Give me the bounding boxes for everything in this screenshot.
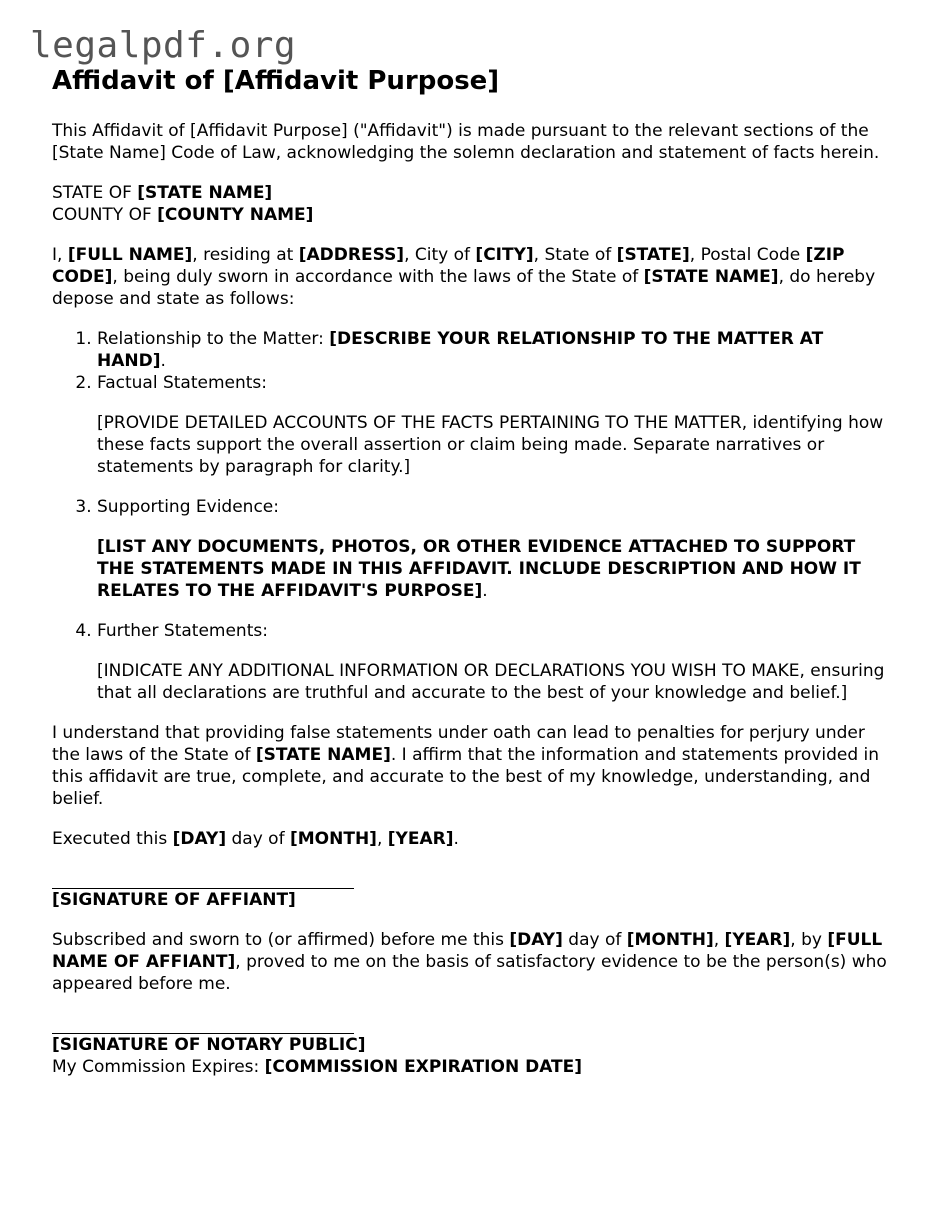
notary-paragraph: Subscribed and sworn to (or affirmed) before me this [DAY] day of [MONTH], [YEAR], by [FULL NAME OF AFFIANT], proved to me on the basis of satisfactory evidence to be the person(s) who appeared before me. — [52, 930, 887, 994]
state-name-field: [STATE NAME] — [137, 183, 273, 203]
supporting-evidence-body: [LIST ANY DOCUMENTS, PHOTOS, OR OTHER EVIDENCE ATTACHED TO SUPPORT THE STATEMENTS MADE IN THIS AFFIDAVIT. INCLUDE DESCRIPTION AND HOW IT RELATES TO THE AFFIDAVIT'S PURPOSE]. — [97, 537, 861, 601]
venue-block — [52, 182, 892, 226]
intro-paragraph: This Affidavit of [Affidavit Purpose] ("Affidavit") is made pursuant to the relevant sections of the [State Name] Code of Law, acknowledging the solemn declaration and statement of facts herein. — [52, 121, 880, 163]
watermark-logo: legalpdf.org — [30, 25, 297, 66]
county-name-field: [COUNTY NAME] — [157, 205, 314, 225]
further-statements-body: [INDICATE ANY ADDITIONAL INFORMATION OR DECLARATIONS YOU WISH TO MAKE, ensuring that all declarations are truthful and accurate to the best of your knowledge and belief.] — [97, 661, 885, 703]
executed-line: Executed this [DAY] day of [MONTH], [YEAR]. — [52, 829, 459, 849]
full-name-field: [FULL NAME] — [67, 245, 193, 265]
list-item-factual: 2. Factual Statements: [PROVIDE DETAILED ACCOUNTS OF THE FACTS PERTAINING TO THE MATTER, identifying how these facts support the overall assertion or claim being made. Separate narratives or statements by paragraph for clarity.] — [97, 372, 892, 478]
state-field: [STATE] — [616, 245, 690, 265]
list-item-further: 4. Further Statements: [INDICATE ANY ADDITIONAL INFORMATION OR DECLARATIONS YOU WISH TO MAKE, ensuring that all declarations are truthful and accurate to the best of your knowledge and belief.] — [97, 620, 892, 704]
venue-state: STATE OF [STATE NAME] — [52, 183, 273, 203]
zip-field: [ZIP CODE] — [52, 245, 845, 287]
document-title: Affidavit of [Affidavit Purpose] — [52, 66, 500, 96]
factual-statements-body: [PROVIDE DETAILED ACCOUNTS OF THE FACTS PERTAINING TO THE MATTER, identifying how these facts support the overall assertion or claim being made. Separate narratives or statements by paragraph for clarity.] — [97, 413, 884, 477]
statement-list — [52, 328, 892, 704]
list-item-relationship: 1. Relationship to the Matter: [DESCRIBE YOUR RELATIONSHIP TO THE MATTER AT HAND]. — [97, 328, 892, 372]
document-body — [52, 64, 892, 1078]
affiant-paragraph: I, [FULL NAME], residing at [ADDRESS], City of [CITY], State of [STATE], Postal Code [ZIP CODE], being duly sworn in accordance with the laws of the State of [STATE NAME], do hereby depose and state as follows: — [52, 245, 876, 309]
notary-signature-label: [SIGNATURE OF NOTARY PUBLIC] — [52, 1035, 366, 1055]
city-field: [CITY] — [475, 245, 534, 265]
list-item-evidence: 3. Supporting Evidence: [LIST ANY DOCUMENTS, PHOTOS, OR OTHER EVIDENCE ATTACHED TO SUPPORT THE STATEMENTS MADE IN THIS AFFIDAVIT. INCLUDE DESCRIPTION AND HOW IT RELATES TO THE AFFIDAVIT'S PURPOSE]. — [97, 496, 892, 602]
perjury-paragraph: I understand that providing false statements under oath can lead to penalties for perjury under the laws of the State of [STATE NAME]. I affirm that the information and statements provided in this affidavit are true, complete, and accurate to the best of my knowledge, understanding, and belief. — [52, 723, 880, 809]
affiant-signature-label: [SIGNATURE OF AFFIANT] — [52, 890, 296, 910]
commission-expiration: My Commission Expires: [COMMISSION EXPIRATION DATE] — [52, 1057, 583, 1077]
state-name-field: [STATE NAME] — [643, 267, 779, 287]
venue-county: COUNTY OF [COUNTY NAME] — [52, 205, 314, 225]
address-field: [ADDRESS] — [298, 245, 405, 265]
